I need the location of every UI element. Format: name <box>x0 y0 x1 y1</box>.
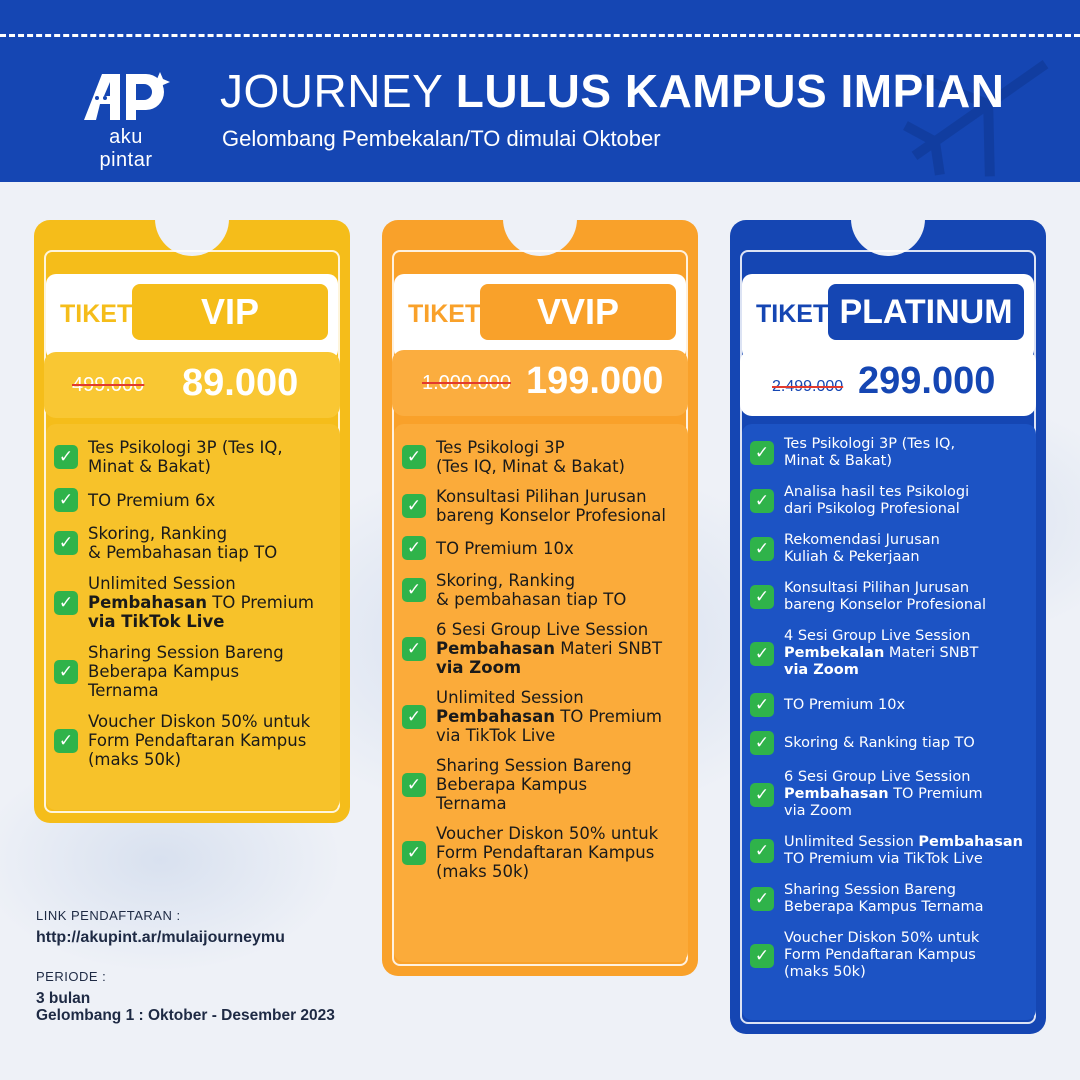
page-title <box>220 64 1005 118</box>
check-icon: ✓ <box>54 488 78 512</box>
registration-info <box>36 908 376 1024</box>
feature-list <box>394 424 688 962</box>
feature-item <box>402 487 678 525</box>
tier-name: PLATINUM <box>828 284 1024 340</box>
feature-text: Unlimited Session Pembahasan TO Premium via TikTok Live <box>88 574 314 631</box>
feature-text: Unlimited Session Pembahasan TO Premium via TikTok Live <box>436 688 662 745</box>
check-icon: ✓ <box>750 585 774 609</box>
aku-pintar-logo <box>80 68 172 171</box>
current-price: 299.000 <box>858 360 996 402</box>
check-icon: ✓ <box>750 693 774 717</box>
feature-item <box>54 643 330 700</box>
feature-item <box>750 834 1026 868</box>
check-icon: ✓ <box>402 637 426 661</box>
feature-item <box>750 628 1026 679</box>
feature-text: Unlimited Session Pembahasan TO Premium via TikTok Live <box>784 834 1023 867</box>
feature-text: Skoring, Ranking & pembahasan tiap TO <box>436 571 627 609</box>
header-banner <box>0 0 1080 182</box>
ticket-label-box <box>742 274 1034 360</box>
feature-text: Konsultasi Pilihan Jurusan bareng Konselor Profesional <box>436 487 666 525</box>
check-icon: ✓ <box>402 773 426 797</box>
check-icon: ✓ <box>402 841 426 865</box>
check-icon: ✓ <box>402 536 426 560</box>
feature-text: Voucher Diskon 50% untuk Form Pendaftaran Kampus (maks 50k) <box>88 712 311 769</box>
current-price: 199.000 <box>526 360 664 402</box>
tier-name: VIP <box>132 284 328 340</box>
feature-item <box>402 688 678 745</box>
feature-item <box>750 731 1026 755</box>
feature-text: Sharing Session Bareng Beberapa Kampus Ternama <box>88 643 284 700</box>
check-icon: ✓ <box>402 705 426 729</box>
check-icon: ✓ <box>750 642 774 666</box>
feature-text: Analisa hasil tes Psikologi dari Psikolog Profesional <box>784 484 970 517</box>
feature-text: Voucher Diskon 50% untuk Form Pendaftaran Kampus (maks 50k) <box>436 824 659 881</box>
check-icon: ✓ <box>750 887 774 911</box>
check-icon: ✓ <box>402 494 426 518</box>
old-price: 1.000.000 <box>422 372 511 394</box>
check-icon: ✓ <box>750 731 774 755</box>
ticket-prefix: TIKET <box>756 300 829 328</box>
old-price: 2.499.000 <box>772 378 844 395</box>
feature-item <box>750 484 1026 518</box>
feature-item <box>54 438 330 476</box>
current-price: 89.000 <box>182 362 299 404</box>
feature-text: Sharing Session Bareng Beberapa Kampus Ternama <box>436 756 632 813</box>
check-icon: ✓ <box>54 660 78 684</box>
old-price: 499.000 <box>72 374 145 396</box>
logo-mark-icon <box>80 68 172 124</box>
feature-text: Voucher Diskon 50% untuk Form Pendaftaran Kampus (maks 50k) <box>784 930 980 980</box>
feature-text: 6 Sesi Group Live Session Pembahasan TO Premium via Zoom <box>784 769 983 819</box>
brand-name: aku pintar <box>99 126 153 171</box>
feature-item <box>750 436 1026 470</box>
feature-text: Tes Psikologi 3P (Tes IQ, Minat & Bakat) <box>436 438 625 476</box>
check-icon: ✓ <box>750 944 774 968</box>
feature-item <box>750 930 1026 981</box>
feature-item <box>750 882 1026 916</box>
price-box <box>44 352 340 418</box>
feature-text: Konsultasi Pilihan Jurusan bareng Konselor Profesional <box>784 580 987 613</box>
feature-item <box>402 536 678 560</box>
check-icon: ✓ <box>402 445 426 469</box>
feature-text: 6 Sesi Group Live Session Pembahasan Materi SNBT via Zoom <box>436 620 663 677</box>
feature-list <box>742 424 1036 1020</box>
ticket-vvip[interactable] <box>382 220 698 976</box>
feature-text: 4 Sesi Group Live Session Pembekalan Materi SNBT via Zoom <box>784 628 979 678</box>
check-icon: ✓ <box>402 578 426 602</box>
check-icon: ✓ <box>750 489 774 513</box>
ticket-label-box <box>394 274 686 360</box>
feature-item <box>750 580 1026 614</box>
feature-text: TO Premium 6x <box>88 490 216 510</box>
check-icon: ✓ <box>54 591 78 615</box>
check-icon: ✓ <box>750 839 774 863</box>
registration-link[interactable]: http://akupint.ar/mulaijourneymu <box>36 929 285 946</box>
period-value: 3 bulan Gelombang 1 : Oktober - Desember 2023 <box>36 990 335 1024</box>
feature-text: Tes Psikologi 3P (Tes IQ, Minat & Bakat) <box>88 438 283 476</box>
feature-item <box>402 620 678 677</box>
tier-name: VVIP <box>480 284 676 340</box>
page-subtitle: Gelombang Pembekalan/TO dimulai Oktober <box>222 126 661 151</box>
check-icon: ✓ <box>750 537 774 561</box>
feature-item <box>54 712 330 769</box>
feature-item <box>402 571 678 609</box>
feature-item <box>54 574 330 631</box>
check-icon: ✓ <box>54 531 78 555</box>
feature-item <box>402 756 678 813</box>
ticket-vip[interactable] <box>34 220 350 823</box>
feature-item <box>402 438 678 476</box>
price-box <box>740 350 1036 416</box>
ticket-label-box <box>46 274 338 360</box>
feature-text: TO Premium 10x <box>436 538 574 558</box>
check-icon: ✓ <box>54 445 78 469</box>
title-bold: LULUS KAMPUS IMPIAN <box>455 65 1005 117</box>
feature-item <box>750 769 1026 820</box>
feature-text: Skoring, Ranking & Pembahasan tiap TO <box>88 524 278 562</box>
check-icon: ✓ <box>750 441 774 465</box>
ticket-prefix: TIKET <box>60 300 133 328</box>
feature-text: TO Premium 10x <box>784 696 906 713</box>
feature-text: Skoring & Ranking tiap TO <box>784 734 975 751</box>
title-light: JOURNEY <box>220 65 443 117</box>
feature-list <box>46 424 340 810</box>
feature-item <box>54 488 330 512</box>
ticket-platinum[interactable] <box>730 220 1046 1034</box>
feature-item <box>750 693 1026 717</box>
link-label: LINK PENDAFTARAN : <box>36 908 181 923</box>
check-icon: ✓ <box>54 729 78 753</box>
period-label: PERIODE : <box>36 969 107 984</box>
feature-text: Tes Psikologi 3P (Tes IQ, Minat & Bakat) <box>784 436 956 469</box>
feature-text: Rekomendasi Jurusan Kuliah & Pekerjaan <box>784 532 940 565</box>
feature-item <box>750 532 1026 566</box>
feature-item <box>402 824 678 881</box>
ticket-prefix: TIKET <box>408 300 481 328</box>
price-box <box>392 350 688 416</box>
feature-text: Sharing Session Bareng Beberapa Kampus Ternama <box>784 882 984 915</box>
check-icon: ✓ <box>750 783 774 807</box>
feature-item <box>54 524 330 562</box>
